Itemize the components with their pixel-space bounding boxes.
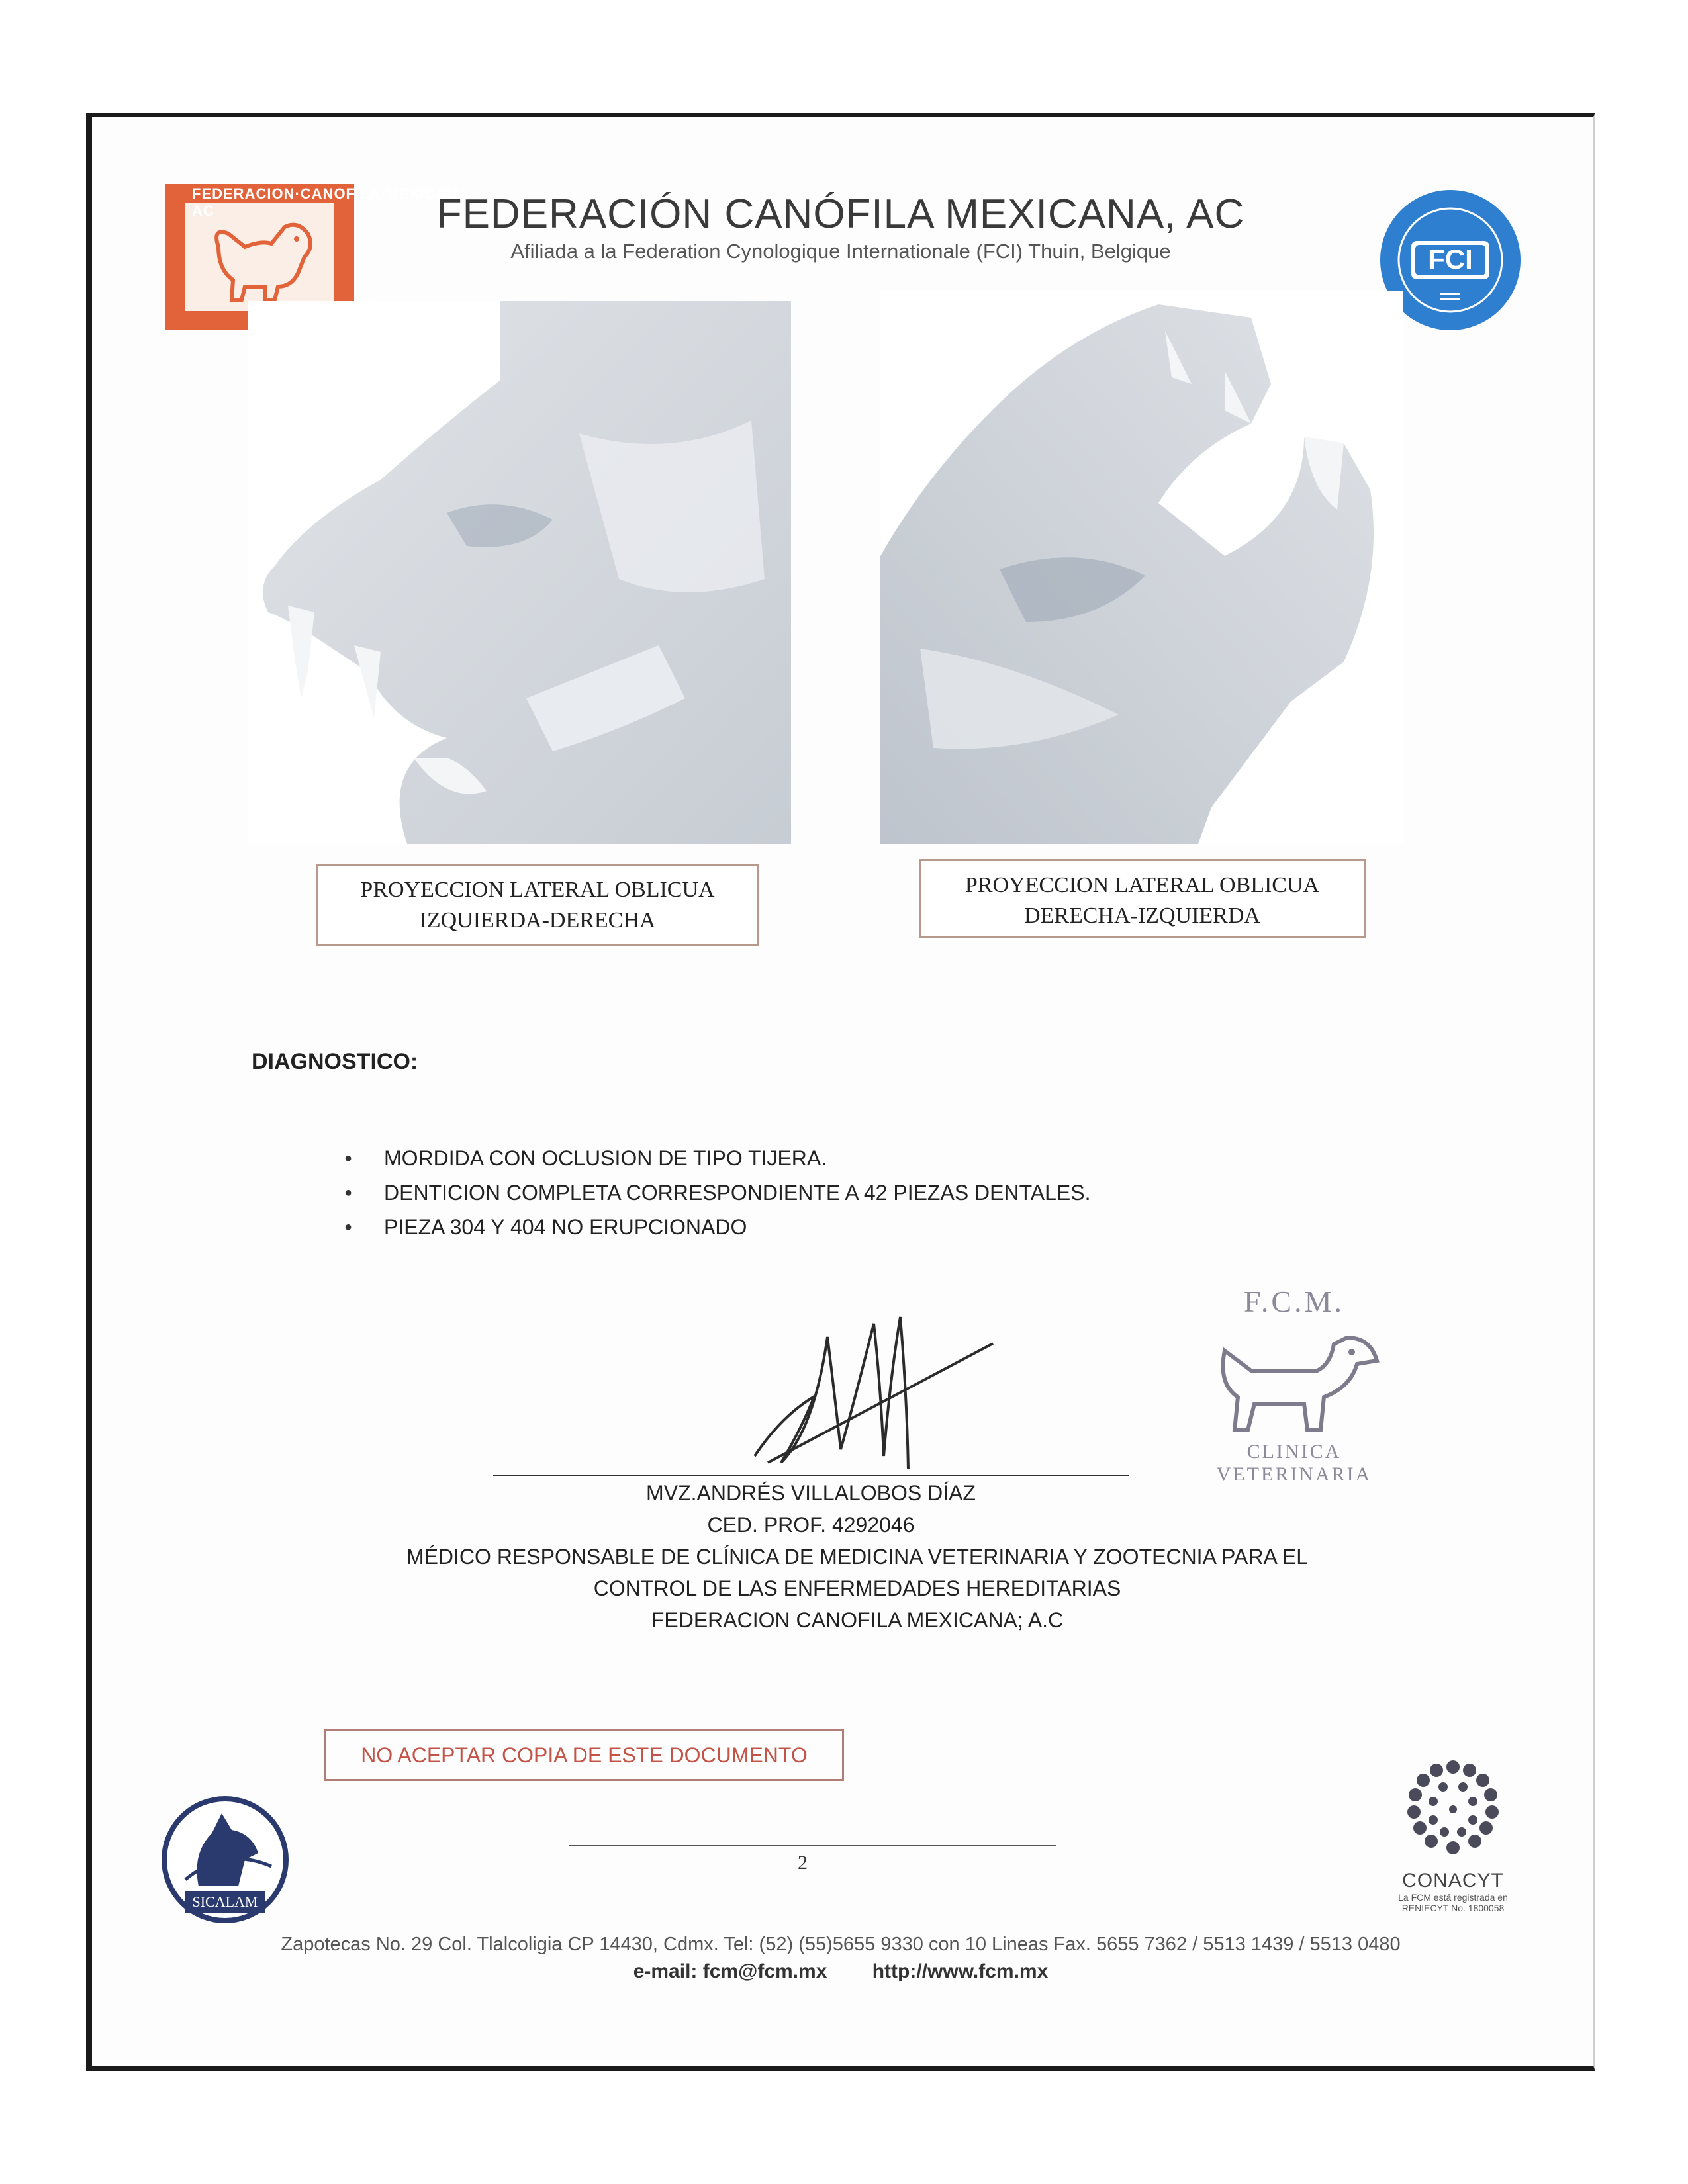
signer-role-line2: CONTROL DE LAS ENFERMEDADES HEREDITARIAS: [593, 1576, 1121, 1600]
xray-image-left: [248, 301, 791, 844]
sicalam-text: SICALAM: [192, 1893, 258, 1910]
stamp-line2: VETERINARIA: [1216, 1463, 1372, 1485]
fci-abbr: FCI: [1428, 244, 1473, 275]
signer-role-line1: MÉDICO RESPONSABLE DE CLÍNICA DE MEDICINA VETERINARIA Y ZOOTECNIA PARA EL: [406, 1545, 1309, 1569]
conacyt-dots-icon: [1370, 1754, 1536, 1866]
signer-name: MVZ.ANDRÉS VILLALOBOS DÍAZ: [646, 1481, 976, 1505]
page-number-rule: [569, 1845, 1056, 1846]
footer-website: http://www.fcm.mx: [872, 1960, 1049, 1982]
fcm-logo-text: FEDERACION·CANOFILA·MEXICANA AC: [192, 185, 469, 219]
dog-stamp-icon: [1198, 1324, 1390, 1437]
xray-caption-right: [919, 859, 1366, 938]
organization-subtitle: Afiliada a la Federation Cynologique Internationale (FCI) Thuin, Belgique: [510, 240, 1171, 263]
footer-email: e-mail: fcm@fcm.mx: [633, 1960, 827, 1982]
conacyt-name: CONACYT: [1402, 1870, 1504, 1891]
xray-image-right: [880, 291, 1403, 844]
signature-line: [493, 1475, 1129, 1476]
conacyt-logo: [1370, 1754, 1536, 1926]
signer-license: CED. PROF. 4292046: [707, 1513, 915, 1537]
page-number: 2: [798, 1852, 808, 1874]
fcm-dog-logo-icon: [199, 207, 324, 306]
copy-warning-box: NO ACEPTAR COPIA DE ESTE DOCUMENTO: [324, 1729, 844, 1781]
conacyt-note-line2: RENIECYT No. 1800058: [1401, 1903, 1505, 1913]
clinic-stamp: [1198, 1284, 1390, 1502]
caption-right-line1: PROYECCION LATERAL OBLICUA: [964, 873, 1320, 897]
caption-left-line2: IZQUIERDA-DERECHA: [419, 908, 656, 933]
diagnosis-list: [344, 1145, 1091, 1248]
diagnosis-item: ● PIEZA 304 Y 404 NO ERUPCIONADO: [344, 1214, 1091, 1240]
footer-contact: [159, 1960, 1523, 1983]
caption-right-line2: DERECHA-IZQUIERDA: [1024, 903, 1260, 928]
xray-caption-left: [316, 864, 759, 946]
signer-role-line3: FEDERACION CANOFILA MEXICANA; A.C: [651, 1608, 1064, 1632]
sicalam-logo: [159, 1794, 291, 1926]
diagnosis-item: ● DENTICION COMPLETA CORRESPONDIENTE A 42 PIEZAS DENTALES.: [344, 1179, 1091, 1206]
stamp-top-text: F.C.M.: [1244, 1285, 1344, 1318]
skull-xray-left-icon: [248, 301, 791, 844]
sicalam-dog-logo-icon: [159, 1794, 291, 1926]
skull-xray-right-icon: [880, 291, 1403, 844]
caption-left-line1: PROYECCION LATERAL OBLICUA: [360, 878, 715, 902]
conacyt-note-line1: La FCM está registrada en: [1398, 1892, 1508, 1903]
diagnosis-label: DIAGNOSTICO:: [252, 1049, 418, 1074]
footer-address: Zapotecas No. 29 Col. Tlalcoligia CP 14430, Cdmx. Tel: (52) (55)5655 9330 con 10 Lineas Fax. 5655 7362 / 5513 1439 / 5513 0480: [281, 1934, 1401, 1955]
organization-title: FEDERACIÓN CANÓFILA MEXICANA, AC: [436, 191, 1245, 237]
handwritten-signature: [741, 1297, 1006, 1482]
diagnosis-item: ● MORDIDA CON OCLUSION DE TIPO TIJERA.: [344, 1145, 1091, 1171]
stamp-line1: CLINICA: [1246, 1441, 1342, 1463]
